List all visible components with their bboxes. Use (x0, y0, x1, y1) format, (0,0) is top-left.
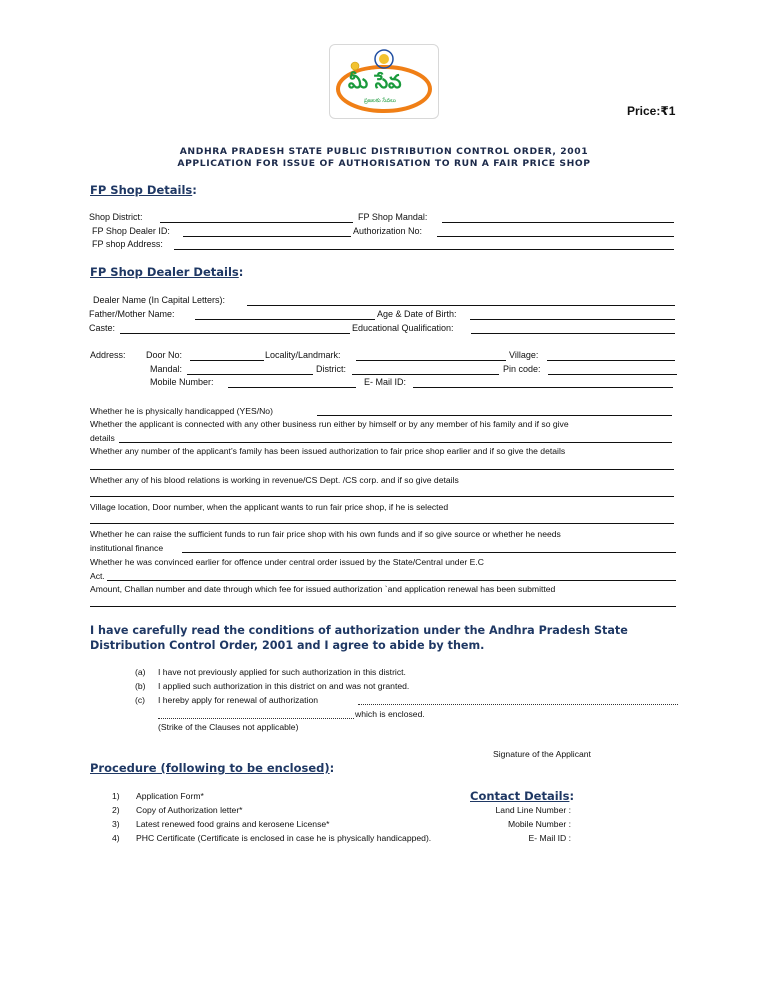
dealer-id-field[interactable] (183, 236, 351, 237)
declaration-line2: Distribution Control Order, 2001 and I agree to abide by them. (90, 639, 485, 652)
door-no-label: Door No: (146, 350, 183, 360)
logo-tagline: ప్రజలకు సేవలు (364, 98, 396, 104)
business-field[interactable] (119, 442, 672, 443)
shop-mandal-label: FP Shop Mandal: (358, 212, 428, 222)
clause-c-text: I hereby apply for renewal of authorization (158, 695, 319, 705)
declaration-line1: I have carefully read the conditions of authorization under the Andhra Pradesh State (90, 624, 628, 637)
caste-field[interactable] (120, 333, 350, 334)
mandal-label: Mandal: (150, 364, 183, 374)
logo-brand-text: మీ సేవ (348, 71, 402, 93)
mobile-label: Mobile Number: (150, 377, 214, 387)
challan-field[interactable] (90, 606, 676, 607)
district-label: District: (316, 364, 346, 374)
offence-question: Whether he was convinced earlier for offence under central order issued by the State/Central under E.C (90, 557, 484, 567)
procedure-item-4-num: 4) (112, 833, 120, 843)
price-tag (627, 104, 675, 118)
fp-shop-details-heading (90, 183, 197, 197)
funds-question: Whether he can raise the sufficient funds to run fair price shop with his own funds and if so give source or whether he needs (90, 529, 561, 539)
dealer-name-field[interactable] (247, 305, 675, 306)
shop-address-label: FP shop Address: (92, 239, 163, 249)
blood-relations-field[interactable] (90, 496, 674, 497)
procedure-item-1-num: 1) (112, 791, 120, 801)
form-title-line2: APPLICATION FOR ISSUE OF AUTHORISATION TO RUN A FAIR PRICE SHOP (177, 158, 591, 169)
age-dob-label: Age & Date of Birth: (377, 309, 457, 319)
procedure-item-4: PHC Certificate (Certificate is enclosed in case he is physically handicapped). (136, 833, 432, 843)
strike-note: (Strike of the Clauses not applicable) (158, 722, 299, 732)
father-name-field[interactable] (195, 319, 375, 320)
mandal-field[interactable] (187, 374, 313, 375)
locality-field[interactable] (356, 360, 506, 361)
contact-details-heading (470, 789, 574, 803)
procedure-item-1: Application Form* (136, 791, 204, 801)
dealer-details-heading (90, 265, 243, 279)
village-label: Village: (509, 350, 539, 360)
contact-mobile-label: Mobile Number : (507, 819, 571, 829)
email-label: E- Mail ID: (364, 377, 407, 387)
signature-label: Signature of the Applicant (493, 749, 591, 759)
form-title-line1: ANDHRA PRADESH STATE PUBLIC DISTRIBUTION CONTROL ORDER, 2001 (179, 146, 589, 157)
handicapped-field[interactable] (317, 415, 672, 416)
contact-heading-text: Contact Details (470, 789, 570, 803)
handicapped-question: Whether he is physically handicapped (YES/No) (90, 406, 273, 416)
caste-label: Caste: (89, 323, 116, 333)
shop-address-field[interactable] (174, 249, 674, 250)
clause-a-text: I have not previously applied for such authorization in this district. (158, 667, 406, 677)
procedure-heading-colon: : (329, 761, 335, 775)
village-location-question: Village location, Door number, when the applicant wants to run fair price shop, if he is selected (90, 502, 449, 512)
locality-label: Locality/Landmark: (265, 350, 341, 360)
offence-question-cont: Act. (90, 571, 105, 581)
family-authorization-field[interactable] (90, 469, 674, 470)
district-field[interactable] (352, 374, 499, 375)
procedure-item-3-num: 3) (112, 819, 120, 829)
clause-c-mark: (c) (135, 695, 146, 705)
business-question-cont: details (90, 433, 115, 443)
funds-question-cont: institutional finance (90, 543, 164, 553)
dealer-id-label: FP Shop Dealer ID: (92, 226, 170, 236)
shop-mandal-field[interactable] (442, 222, 674, 223)
clause-b-text: I applied such authorization in this district on and was not granted. (158, 681, 410, 691)
price-label: Price: (627, 104, 661, 118)
education-field[interactable] (471, 333, 675, 334)
renewal-field[interactable] (358, 704, 678, 705)
email-field[interactable] (413, 387, 673, 388)
education-label: Educational Qualification: (352, 323, 454, 333)
business-question: Whether the applicant is connected with any other business run either by himself or by any member of his family and if so give (90, 419, 569, 429)
contact-landline-label: Land Line Number : (495, 805, 571, 815)
procedure-heading (90, 761, 334, 775)
procedure-item-2-num: 2) (112, 805, 120, 815)
clause-c-continuation: which is enclosed. (355, 709, 425, 719)
blood-relations-question: Whether any of his blood relations is working in revenue/CS Dept. /CS corp. and if so give details (90, 475, 459, 485)
renewal-field-cont[interactable] (158, 718, 354, 719)
clause-b-mark: (b) (135, 681, 146, 691)
authorization-no-label: Authorization No: (353, 226, 423, 236)
shop-district-label: Shop District: (89, 212, 143, 222)
shop-district-field[interactable] (160, 222, 353, 223)
challan-question: Amount, Challan number and date through which fee for issued authorization `and application renewal has been submitted (90, 584, 556, 594)
authorization-no-field[interactable] (437, 236, 674, 237)
procedure-item-3: Latest renewed food grains and kerosene License* (136, 819, 330, 829)
father-name-label: Father/Mother Name: (89, 309, 175, 319)
pin-code-field[interactable] (548, 374, 677, 375)
door-no-field[interactable] (190, 360, 264, 361)
procedure-item-2: Copy of Authorization letter* (136, 805, 243, 815)
procedure-heading-text: Procedure (following to be enclosed) (90, 761, 330, 775)
price-value: ₹1 (660, 104, 676, 118)
mee-seva-logo (329, 44, 439, 119)
village-field[interactable] (547, 360, 675, 361)
contact-email-label: E- Mail ID : (528, 833, 571, 843)
age-dob-field[interactable] (470, 319, 675, 320)
fp-shop-heading-text: FP Shop Details (90, 183, 193, 197)
dealer-heading-colon: : (238, 265, 244, 279)
mobile-field[interactable] (228, 387, 356, 388)
pin-code-label: Pin code: (503, 364, 541, 374)
fp-shop-heading-colon: : (192, 183, 197, 197)
clause-a-mark: (a) (135, 667, 146, 677)
address-label: Address: (90, 350, 126, 360)
contact-heading-colon: : (569, 789, 575, 803)
offence-field[interactable] (107, 580, 676, 581)
village-location-field[interactable] (90, 523, 674, 524)
funds-field[interactable] (182, 552, 676, 553)
family-authorization-question: Whether any number of the applicant’s family has been issued authorization to fair price shop earlier and if so give the details (90, 446, 566, 456)
dealer-heading-text: FP Shop Dealer Details (90, 265, 239, 279)
dealer-name-label: Dealer Name (In Capital Letters): (93, 295, 226, 305)
